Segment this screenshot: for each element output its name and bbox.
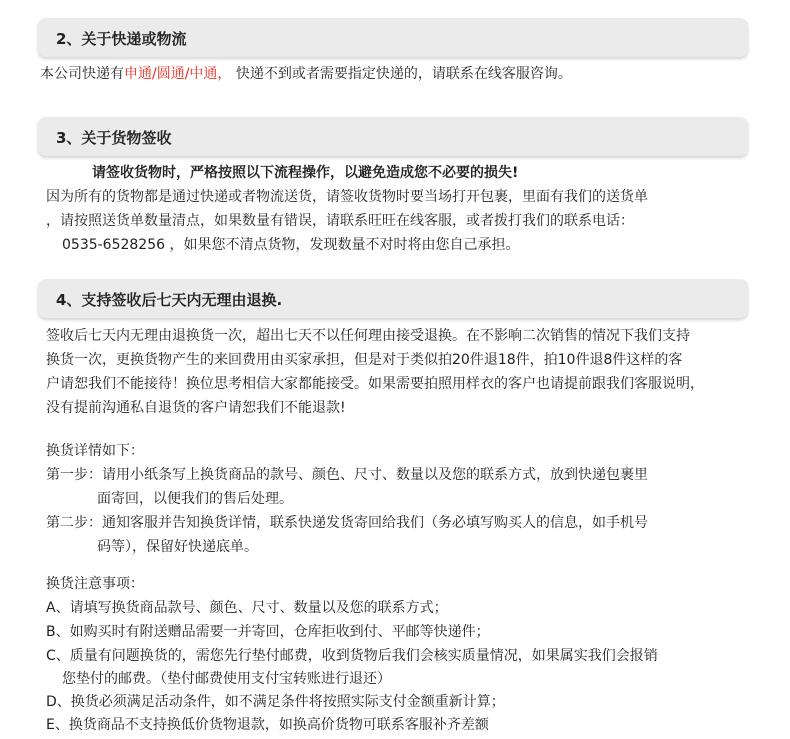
exchange-details-title: 换货详情如下： <box>46 443 144 459</box>
returns-paragraph-line: 换货一次，更换货物产生的来回费用由买家承担，但是对于类似拍20件退18件，拍10件退8件这样的客 <box>46 352 683 368</box>
returns-paragraph-line: 签收后七天内无理由退换货一次，超出七天不以任何理由接受退换。在不影响二次销售的情况下我们支持 <box>46 328 690 344</box>
step-2-continued: 码等），保留好快递底单。 <box>97 539 258 555</box>
section-header-returns <box>38 279 748 318</box>
note-item: B、如购买时有附送赠品需要一并寄回，仓库拒收到付、平邮等快递件； <box>46 624 490 640</box>
note-item: A、请填写换货商品款号、颜色、尺寸、数量以及您的联系方式； <box>46 600 448 616</box>
receipt-line: 因为所有的货物都是通过快递或者物流送货，请签收货物时要当场打开包裹，里面有我们的送货单 <box>46 189 648 205</box>
note-item: D、换货必须满足活动条件，如不满足条件将按照实际支付金额重新计算； <box>46 694 505 710</box>
section-title: 4、支持签收后七天内无理由退换. <box>56 291 283 309</box>
step-1-continued: 面寄回，以便我们的售后处理。 <box>97 491 293 507</box>
note-item: C、质量有问题换货的，需您先行垫付邮费，收到货物后我们会核实质量情况，如果属实我们会报销 <box>46 648 658 664</box>
courier-list: 申通/圆通/中通， <box>124 66 232 82</box>
section-title: 3、关于货物签收 <box>56 129 172 147</box>
receipt-line-phone: 0535-6528256 ，如果您不清点货物，发现数量不对时将由您自己承担。 <box>62 237 520 253</box>
step-2-label: 第二步： <box>46 515 102 531</box>
receipt-warning: 请签收货物时，严格按照以下流程操作，以避免造成您不必要的损失! <box>92 165 519 181</box>
note-item: E、换货商品不支持换低价货物退款，如换高价货物可联系客服补齐差额 <box>46 717 489 733</box>
step-1-label: 第一步： <box>46 467 102 483</box>
returns-paragraph-line: 没有提前沟通私自退货的客户请恕我们不能退款! <box>46 400 346 416</box>
delivery-text: 本公司快递有申通/圆通/中通， 快递不到或者需要指定快递的，请联系在线客服咨询。 <box>40 66 572 82</box>
step-2: 第二步：通知客服并告知换货详情，联系快递发货寄回给我们（务必填写购买人的信息，如手机号 <box>46 515 648 531</box>
returns-paragraph-line: 户请恕我们不能接待！换位思考相信大家都能接受。如果需要拍照用样衣的客户也请提前跟我们客服说明， <box>46 376 704 392</box>
section-title: 2、关于快递或物流 <box>56 30 187 48</box>
note-item-continued: 您垫付的邮费。（垫付邮费使用支付宝转账进行退还） <box>62 671 391 687</box>
section-header-delivery <box>38 18 748 57</box>
exchange-notes-title: 换货注意事项： <box>46 576 144 592</box>
receipt-line: ，请按照送货单数量清点，如果数量有错误，请联系旺旺在线客服，或者拨打我们的联系电话： <box>46 213 634 229</box>
step-1: 第一步：请用小纸条写上换货商品的款号、颜色、尺寸、数量以及您的联系方式，放到快递包裹里 <box>46 467 648 483</box>
section-header-receipt <box>38 117 748 156</box>
